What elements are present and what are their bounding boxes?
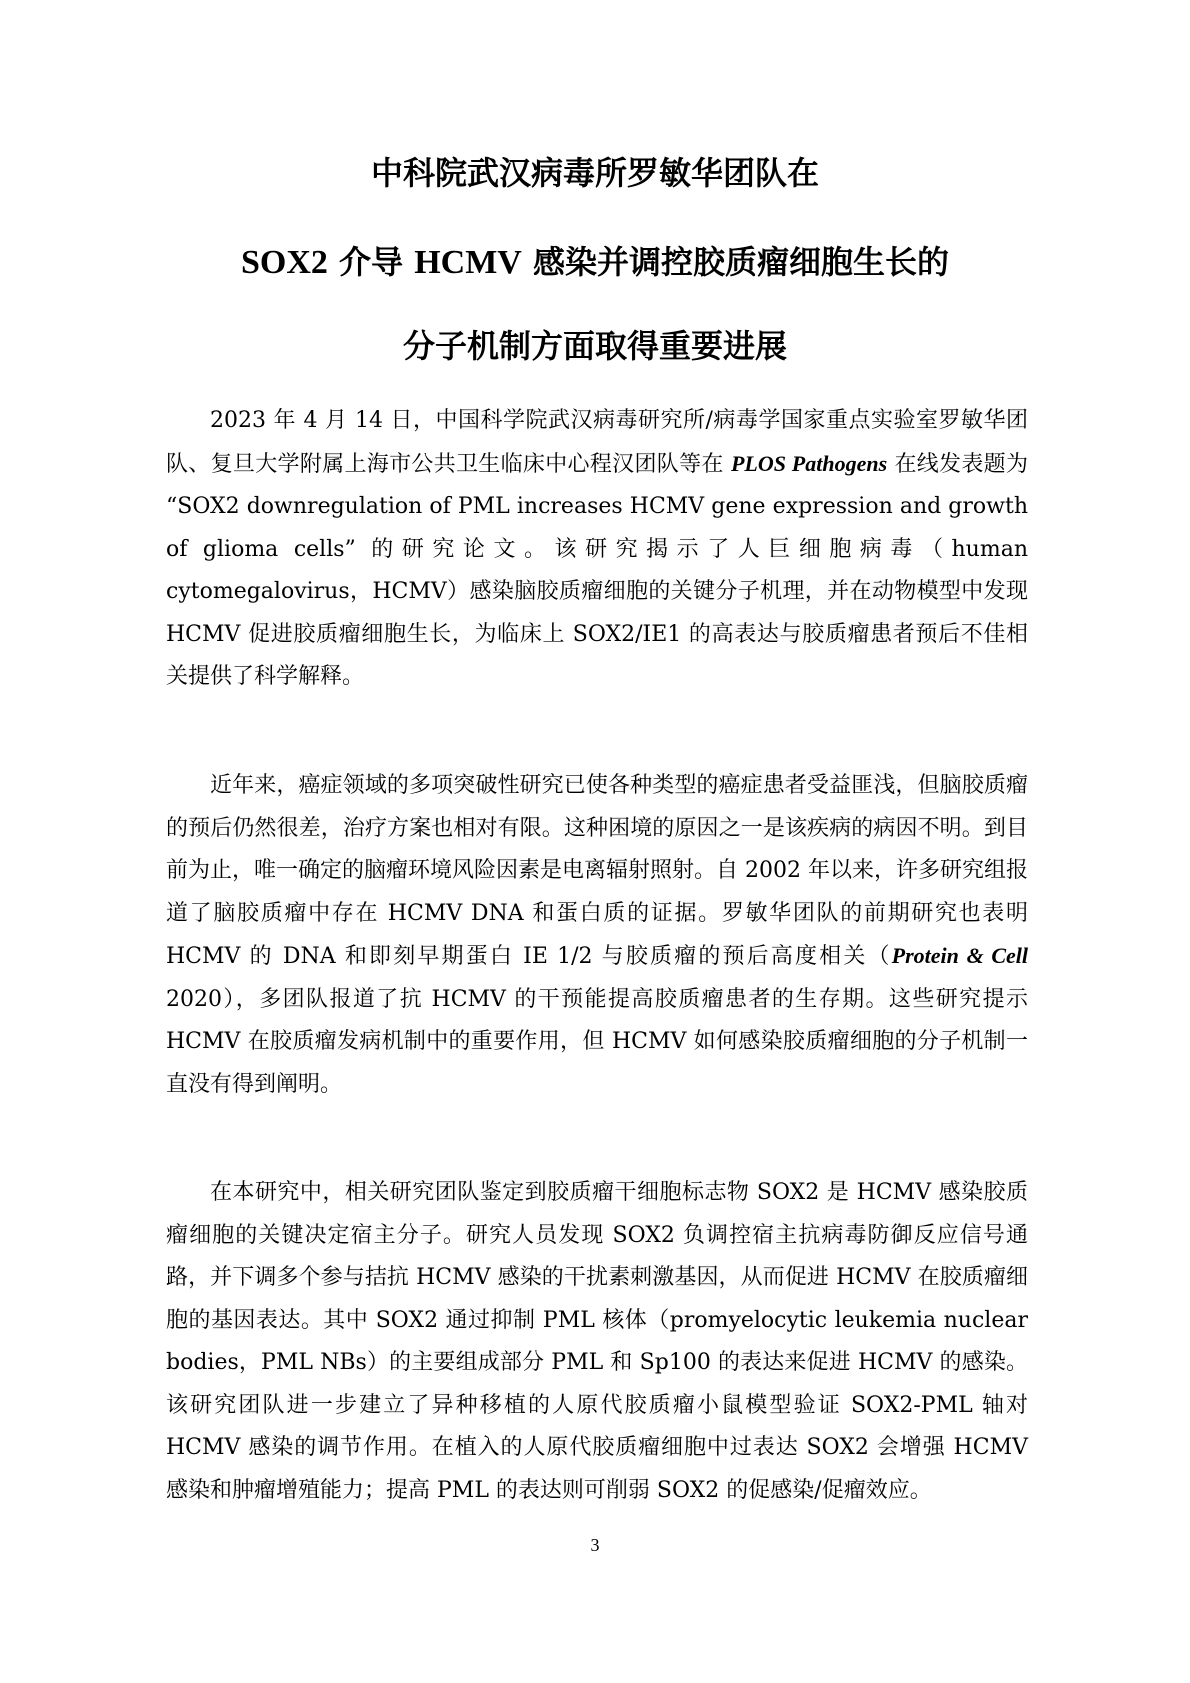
paragraph-2: [166, 765, 1028, 1106]
title-sox2: SOX2: [240, 244, 328, 281]
title-line-3-text: 分子机制方面取得重要进展: [402, 327, 787, 365]
paragraph-1-part-1: 2023 年 4 月 14 日，中国科学院武汉病毒研究所/病毒学国家重点实验室罗敏华团队、复旦大学附属上海市公共卫生临床中心程汉团队等在: [166, 408, 1028, 477]
title-line-2: [0, 242, 1190, 283]
title-line-2-rest: 感染并调控胶质瘤细胞生长的: [521, 243, 950, 281]
paragraph-2-part-1: 近年来，癌症领域的多项突破性研究已使各种类型的癌症患者受益匪浅，但脑胶质瘤的预后仍然很差，治疗方案也相对有限。这种困境的原因之一是该疾病的病因不明。到目前为止，唯一确定的脑瘤环境风险因素是电离辐射照射。自 2002 年以来，许多研究组报道了脑胶质瘤中存在 HCMV DNA 和蛋白质的证据。罗敏华团队的前期研究也表明 HCMV 的 DNA 和即刻早期蛋白 IE 1/2 与胶质瘤的预后高度相关（: [166, 773, 1028, 969]
paragraph-3: [166, 1172, 1028, 1512]
title-line-1-text: 中科院武汉病毒所罗敏华团队在: [370, 154, 819, 192]
paragraph-1-part-2: 在线发表题为 “SOX2 downregulation of PML increases HCMV gene expression and growth of glioma cells” 的研究论文。该研究揭示了人巨细胞病毒（human cytomegalovirus，HCMV）感染脑胶质瘤细胞的关键分子机理，并在动物模型中发现 HCMV 促进胶质瘤细胞生长，为临床上 SOX2/IE1 的高表达与胶质瘤患者预后不佳相关提供了科学解释。: [166, 451, 1028, 689]
paragraph-1: [166, 400, 1028, 699]
journal-name-protein-cell: Protein & Cell: [891, 943, 1029, 968]
page-number: 3: [590, 1535, 600, 1555]
journal-name-plos-pathogens: PLOS Pathogens: [730, 450, 888, 476]
paragraph-3-text: 在本研究中，相关研究团队鉴定到胶质瘤干细胞标志物 SOX2 是 HCMV 感染胶质瘤细胞的关键决定宿主分子。研究人员发现 SOX2 负调控宿主抗病毒防御反应信号通路，并下调多个参与拮抗 HCMV 感染的干扰素刺激基因，从而促进 HCMV 在胶质瘤细胞的基因表达。其中 SOX2 通过抑制 PML 核体（promyelocytic leukemia nuclear bodies，PML NBs）的主要组成部分 PML 和 Sp100 的表达来促进 HCMV 的感染。该研究团队进一步建立了异种移植的人原代胶质瘤小鼠模型验证 SOX2-PML 轴对 HCMV 感染的调节作用。在植入的人原代胶质瘤细胞中过表达 SOX2 会增强 HCMV 感染和肿瘤增殖能力；提高 PML 的表达则可削弱 SOX2 的促感染/促瘤效应。: [166, 1180, 1028, 1503]
title-hcmv: HCMV: [414, 244, 522, 281]
title-mediated: 介导: [327, 243, 415, 281]
title-line-1: [0, 153, 1190, 193]
title-line-3: [0, 326, 1190, 366]
paragraph-2-part-2: 2020），多团队报道了抗 HCMV 的干预能提高胶质瘤患者的生存期。这些研究提示 HCMV 在胶质瘤发病机制中的重要作用，但 HCMV 如何感染胶质瘤细胞的分子机制一直没有得到阐明。: [166, 986, 1028, 1097]
